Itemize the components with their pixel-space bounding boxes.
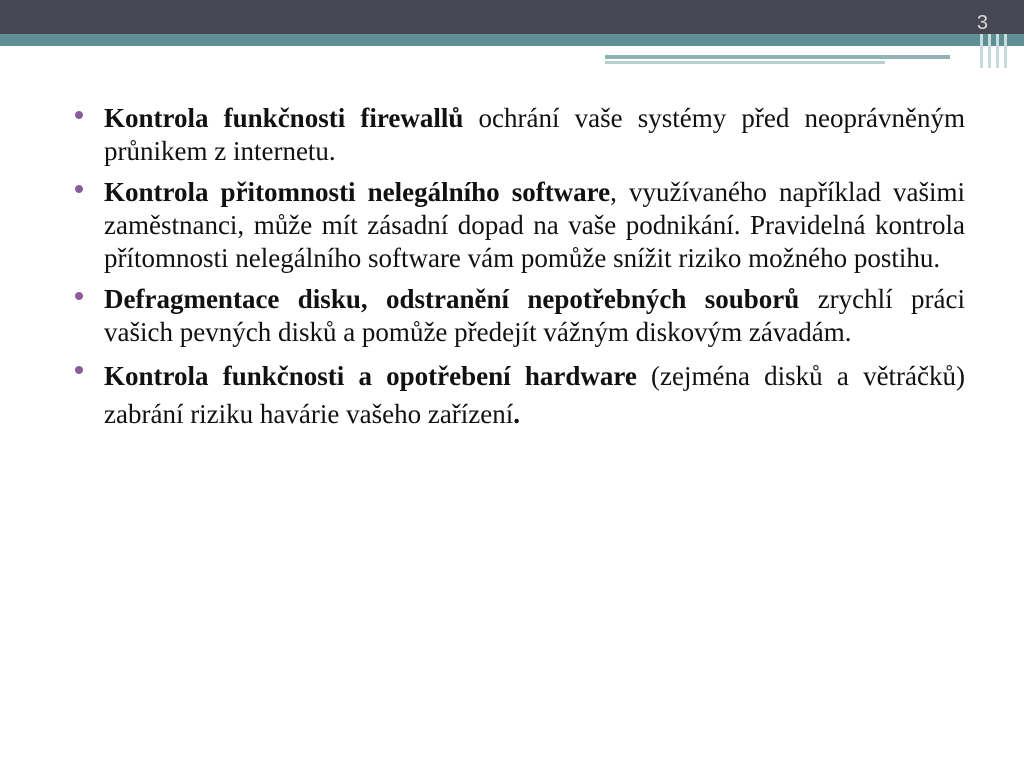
bullet-heading: Defragmentace disku, odstranění nepotřebných souborů	[104, 283, 800, 314]
bullet-punctuation: .	[513, 399, 521, 430]
bullet-text: zrychlí práci vašich pevných disků a pomůže předejít vážným diskovým závadám.	[104, 283, 965, 347]
bullet-heading: Kontrola funkčnosti a opotřebení hardware	[104, 360, 637, 391]
decorative-vertical-line	[996, 34, 999, 68]
bullet-heading: Kontrola funkčnosti firewallů	[104, 103, 464, 133]
slide-teal-band	[0, 34, 1024, 46]
slide-number: 3	[976, 12, 988, 34]
bullet-item-firewall	[75, 102, 965, 168]
bullet-list	[75, 102, 965, 434]
decorative-vertical-line	[988, 34, 991, 68]
bullet-icon	[75, 366, 83, 374]
bullet-item-software	[75, 176, 965, 275]
bullet-text: , využívaného například vašimi zaměstnanci, může mít zásadní dopad na vaše podnikání. Pravidelná kontrola přítomnosti nelegálního software vám pomůže snížit riziko možného postihu.	[104, 176, 965, 273]
decorative-vertical-line	[980, 34, 983, 68]
decorative-accent-line	[605, 55, 950, 59]
bullet-item-defragmentation	[75, 283, 965, 349]
slide-top-bar	[0, 0, 1024, 34]
bullet-icon	[75, 111, 83, 119]
bullet-icon	[75, 185, 83, 193]
bullet-heading: Kontrola přitomnosti nelegálního software	[104, 176, 611, 207]
bullet-text: ochrání vaše systémy před neoprávněným průnikem z internetu.	[104, 103, 965, 166]
decorative-vertical-line	[1004, 34, 1007, 68]
decorative-accent-line	[605, 61, 885, 64]
slide-content	[75, 102, 965, 434]
bullet-text: (zejména disků a větráčků) zabrání riziku havárie vašeho zařízení	[104, 360, 965, 430]
bullet-item-hardware	[75, 357, 965, 434]
bullet-icon	[75, 292, 83, 300]
